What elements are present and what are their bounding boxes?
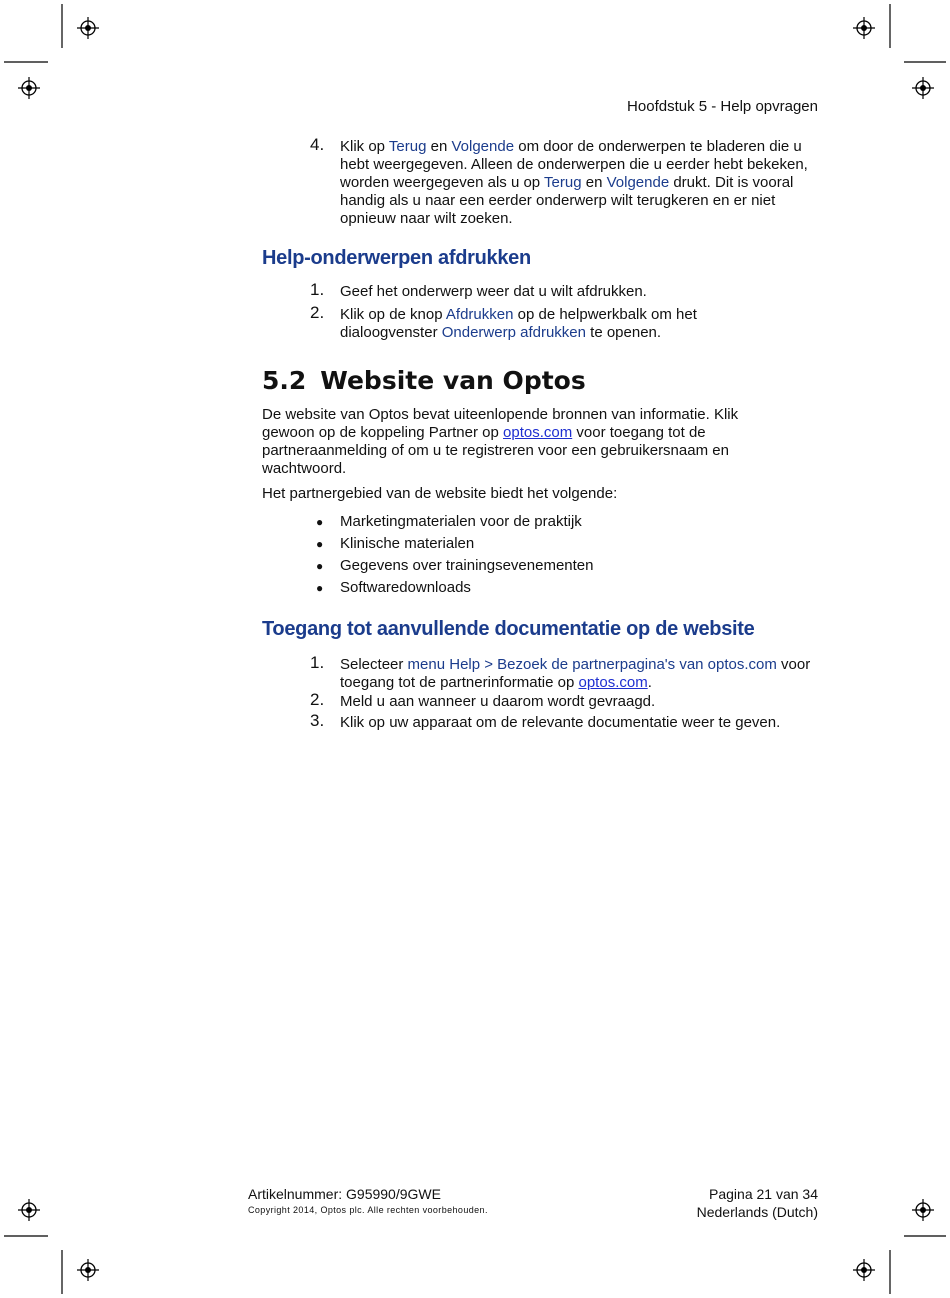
step-number: 4. xyxy=(310,135,325,154)
section-number: 5.2 xyxy=(262,366,307,395)
registration-mark-icon xyxy=(18,77,40,99)
document-page: Hoofdstuk 5 - Help opvragen 4. Klik op Terug en Volgende om door de onderwerpen te bladeren die u hebt weergegeven. Alleen de onderwerpen die u eerder hebt bekeken, worden weergegeven als u op Terug en Volgende drukt. Dit is vooral handig als u naar een eerder onderwerp wilt terugkeren en er niet opnieuw naar wilt zoeken. Help-onderwerpen afdrukken 1. Geef het onderwerp weer dat u wilt afdrukken. 2. Klik op de knop Afdrukken op de helpwerkbalk om het dialoogvenster Onderwerp afdrukken te openen. 5.2 Website van Optos De website van Optos bevat uiteenlopende bronnen van informatie. Klik gewoon op de koppeling Partner op optos.com voor toegang tot de partneraanmelding of om u te registreren voor een gebruikersnaam en wachtwoord. Het partnergebied van de website biedt het volgende: ● Marketingmaterialen voor de praktijk ● Klinische materialen ● Gegevens over trainingsevenementen ● Softwaredownloads Toegang tot aanvullende documentatie op de website 1. Selecteer menu Help > Bezoek de partnerpagina's van optos.com voor toegang tot de partnerinformatie op optos.com. 2. Meld u aan wanneer u daarom wordt gevraagd. 3. Klik op uw apparaat om de relevante documentatie weer te geven. Artikelnummer: G95990/9GWE Copyright 2014, Optos plc. Alle rechten voorbehouden. Pagina 21 van 34 Nederlands (Dutch) xyxy=(0,0,950,1298)
step-text: Selecteer menu Help > Bezoek de partnerpagina's van optos.com voor toegang tot de partnerinformatie op optos.com. xyxy=(340,656,811,691)
registration-mark-icon xyxy=(853,17,875,39)
page-number: Pagina 21 van 34 xyxy=(709,1186,818,1202)
registration-mark-icon xyxy=(912,77,934,99)
registration-mark-icon xyxy=(77,17,99,39)
section-title: Website van Optos xyxy=(320,366,586,395)
registration-mark-icon xyxy=(912,1199,934,1221)
heading-print-topics: Help-onderwerpen afdrukken xyxy=(262,247,531,269)
language-label: Nederlands (Dutch) xyxy=(696,1204,818,1220)
step-number: 1. xyxy=(310,653,325,672)
volgende-button-ref: Volgende xyxy=(606,174,670,191)
terug-button-ref: Terug xyxy=(544,174,582,191)
step-text: Klik op de knop Afdrukken op de helpwerkbalk om het dialoogvenster Onderwerp afdrukken te openen. xyxy=(340,306,697,341)
step-text: Meld u aan wanneer u daarom wordt gevraagd. xyxy=(340,693,656,710)
registration-mark-icon xyxy=(77,1259,99,1281)
afdrukken-button-ref: Afdrukken xyxy=(445,306,514,323)
heading-additional-docs: Toegang tot aanvullende documentatie op de website xyxy=(262,618,755,640)
bullet-icon: ● xyxy=(316,581,324,595)
step-number: 2. xyxy=(310,690,325,709)
step-text: Klik op Terug en Volgende om door de onderwerpen te bladeren die u hebt weergegeven. Alleen de onderwerpen die u eerder hebt bekeken, worden weergegeven als u op Terug en Volgende drukt. Dit is vooral handig als u naar een eerder onderwerp wilt terugkeren en er niet opnieuw naar wilt zoeken. xyxy=(340,138,808,227)
terug-button-ref: Terug xyxy=(388,138,427,155)
bullet-icon: ● xyxy=(316,537,324,551)
optos-link[interactable]: optos.com xyxy=(578,674,648,691)
footer-left xyxy=(248,1186,488,1215)
copyright: Copyright 2014, Optos plc. Alle rechten voorbehouden. xyxy=(248,1205,488,1215)
step-number: 1. xyxy=(310,280,325,299)
partner-area-paragraph: Het partnergebied van de website biedt het volgende: xyxy=(262,485,618,502)
step-text: Geef het onderwerp weer dat u wilt afdrukken. xyxy=(340,283,647,300)
footer-right xyxy=(697,1186,818,1220)
bullet-icon: ● xyxy=(316,515,324,529)
step-number: 2. xyxy=(310,303,325,322)
article-number: Artikelnummer: G95990/9GWE xyxy=(248,1186,441,1202)
website-intro-paragraph: De website van Optos bevat uiteenlopende bronnen van informatie. Klik gewoon op de koppeling Partner op optos.com voor toegang tot de partneraanmelding of om u te registreren voor een gebruikersnaam en wachtwoord. xyxy=(262,406,739,477)
step-text: Klik op uw apparaat om de relevante documentatie weer te geven. xyxy=(340,714,781,731)
bullet-icon: ● xyxy=(316,559,324,573)
dialog-name-ref: Onderwerp afdrukken xyxy=(441,324,586,341)
step-number: 3. xyxy=(310,711,325,730)
running-header: Hoofdstuk 5 - Help opvragen xyxy=(627,98,818,115)
menu-path-ref: menu Help > Bezoek de partnerpagina's van optos.com xyxy=(407,656,777,673)
registration-mark-icon xyxy=(853,1259,875,1281)
optos-link[interactable]: optos.com xyxy=(503,424,573,441)
section-heading-website xyxy=(262,366,586,395)
registration-mark-icon xyxy=(18,1199,40,1221)
volgende-button-ref: Volgende xyxy=(451,138,515,155)
